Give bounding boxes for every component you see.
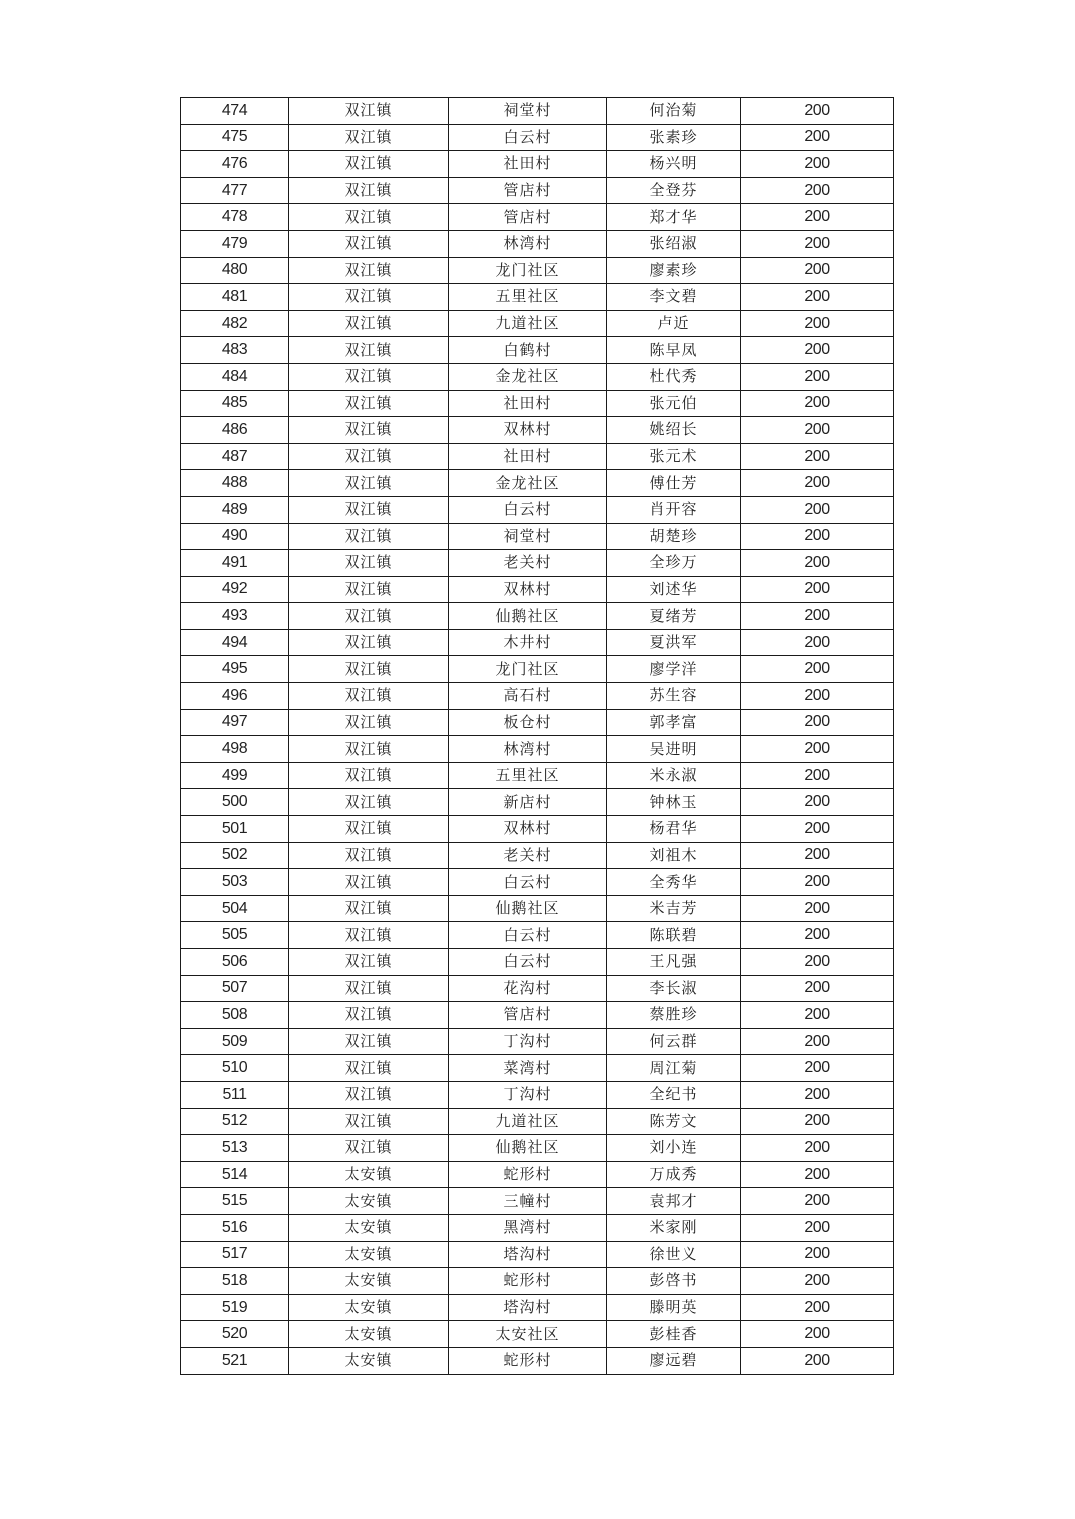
amount-cell: 200: [741, 762, 894, 789]
person-name-cell: 肖开容: [607, 496, 741, 523]
roster-table: [180, 97, 894, 1375]
person-name-cell: 张素珍: [607, 124, 741, 151]
row-number-cell: 490: [181, 523, 289, 550]
row-number-cell: 488: [181, 470, 289, 497]
row-number-cell: 499: [181, 762, 289, 789]
town-cell: 双江镇: [289, 1002, 449, 1029]
amount-cell: 200: [741, 789, 894, 816]
town-cell: 双江镇: [289, 576, 449, 603]
amount-cell: 200: [741, 1161, 894, 1188]
town-cell: 双江镇: [289, 284, 449, 311]
village-cell: 丁沟村: [449, 1081, 607, 1108]
person-name-cell: 全珍万: [607, 550, 741, 577]
person-name-cell: 廖远碧: [607, 1347, 741, 1374]
row-number-cell: 497: [181, 709, 289, 736]
table-row: [181, 284, 894, 311]
town-cell: 双江镇: [289, 1108, 449, 1135]
row-number-cell: 511: [181, 1081, 289, 1108]
amount-cell: 200: [741, 629, 894, 656]
table-row: [181, 470, 894, 497]
row-number-cell: 475: [181, 124, 289, 151]
row-number-cell: 514: [181, 1161, 289, 1188]
table-row: [181, 124, 894, 151]
village-cell: 蛇形村: [449, 1268, 607, 1295]
person-name-cell: 苏生容: [607, 683, 741, 710]
person-name-cell: 廖素珍: [607, 257, 741, 284]
person-name-cell: 杜代秀: [607, 363, 741, 390]
village-cell: 九道社区: [449, 310, 607, 337]
town-cell: 双江镇: [289, 523, 449, 550]
person-name-cell: 张元伯: [607, 390, 741, 417]
person-name-cell: 郭孝富: [607, 709, 741, 736]
row-number-cell: 487: [181, 443, 289, 470]
person-name-cell: 刘小连: [607, 1135, 741, 1162]
amount-cell: 200: [741, 1135, 894, 1162]
person-name-cell: 全登芬: [607, 177, 741, 204]
amount-cell: 200: [741, 1028, 894, 1055]
row-number-cell: 518: [181, 1268, 289, 1295]
amount-cell: 200: [741, 603, 894, 630]
village-cell: 丁沟村: [449, 1028, 607, 1055]
town-cell: 双江镇: [289, 1028, 449, 1055]
table-row: [181, 869, 894, 896]
amount-cell: 200: [741, 550, 894, 577]
person-name-cell: 张绍淑: [607, 230, 741, 257]
table-row: [181, 390, 894, 417]
town-cell: 太安镇: [289, 1321, 449, 1348]
table-row: [181, 975, 894, 1002]
village-cell: 白云村: [449, 869, 607, 896]
person-name-cell: 米家刚: [607, 1214, 741, 1241]
table-row: [181, 1214, 894, 1241]
row-number-cell: 483: [181, 337, 289, 364]
village-cell: 白云村: [449, 124, 607, 151]
table-row: [181, 1268, 894, 1295]
table-row: [181, 1188, 894, 1215]
town-cell: 双江镇: [289, 895, 449, 922]
village-cell: 双林村: [449, 417, 607, 444]
town-cell: 太安镇: [289, 1188, 449, 1215]
person-name-cell: 钟林玉: [607, 789, 741, 816]
table-row: [181, 496, 894, 523]
person-name-cell: 全纪书: [607, 1081, 741, 1108]
row-number-cell: 474: [181, 98, 289, 125]
village-cell: 龙门社区: [449, 257, 607, 284]
town-cell: 双江镇: [289, 417, 449, 444]
town-cell: 双江镇: [289, 230, 449, 257]
row-number-cell: 520: [181, 1321, 289, 1348]
village-cell: 社田村: [449, 390, 607, 417]
town-cell: 双江镇: [289, 337, 449, 364]
village-cell: 林湾村: [449, 736, 607, 763]
table-row: [181, 816, 894, 843]
amount-cell: 200: [741, 1188, 894, 1215]
person-name-cell: 姚绍长: [607, 417, 741, 444]
amount-cell: 200: [741, 151, 894, 178]
person-name-cell: 夏洪军: [607, 629, 741, 656]
person-name-cell: 杨兴明: [607, 151, 741, 178]
row-number-cell: 496: [181, 683, 289, 710]
town-cell: 双江镇: [289, 257, 449, 284]
amount-cell: 200: [741, 1081, 894, 1108]
table-row: [181, 204, 894, 231]
amount-cell: 200: [741, 496, 894, 523]
town-cell: 太安镇: [289, 1347, 449, 1374]
table-row: [181, 363, 894, 390]
town-cell: 双江镇: [289, 629, 449, 656]
town-cell: 双江镇: [289, 975, 449, 1002]
village-cell: 白云村: [449, 496, 607, 523]
village-cell: 管店村: [449, 177, 607, 204]
table-row: [181, 922, 894, 949]
row-number-cell: 507: [181, 975, 289, 1002]
town-cell: 双江镇: [289, 550, 449, 577]
town-cell: 双江镇: [289, 1055, 449, 1082]
row-number-cell: 509: [181, 1028, 289, 1055]
row-number-cell: 516: [181, 1214, 289, 1241]
table-row: [181, 895, 894, 922]
amount-cell: 200: [741, 576, 894, 603]
amount-cell: 200: [741, 443, 894, 470]
village-cell: 五里社区: [449, 762, 607, 789]
person-name-cell: 胡楚珍: [607, 523, 741, 550]
amount-cell: 200: [741, 310, 894, 337]
table-row: [181, 683, 894, 710]
table-row: [181, 151, 894, 178]
amount-cell: 200: [741, 1214, 894, 1241]
town-cell: 太安镇: [289, 1161, 449, 1188]
town-cell: 双江镇: [289, 683, 449, 710]
village-cell: 白鹤村: [449, 337, 607, 364]
table-row: [181, 1081, 894, 1108]
row-number-cell: 491: [181, 550, 289, 577]
amount-cell: 200: [741, 523, 894, 550]
row-number-cell: 508: [181, 1002, 289, 1029]
amount-cell: 200: [741, 337, 894, 364]
amount-cell: 200: [741, 1347, 894, 1374]
row-number-cell: 495: [181, 656, 289, 683]
amount-cell: 200: [741, 1241, 894, 1268]
person-name-cell: 袁邦才: [607, 1188, 741, 1215]
table-row: [181, 1028, 894, 1055]
row-number-cell: 510: [181, 1055, 289, 1082]
village-cell: 白云村: [449, 949, 607, 976]
row-number-cell: 519: [181, 1294, 289, 1321]
row-number-cell: 486: [181, 417, 289, 444]
row-number-cell: 502: [181, 842, 289, 869]
table-row: [181, 523, 894, 550]
amount-cell: 200: [741, 975, 894, 1002]
town-cell: 双江镇: [289, 177, 449, 204]
table-row: [181, 736, 894, 763]
table-row: [181, 1347, 894, 1374]
table-row: [181, 1055, 894, 1082]
amount-cell: 200: [741, 1321, 894, 1348]
roster-table-body: [181, 98, 894, 1375]
row-number-cell: 498: [181, 736, 289, 763]
person-name-cell: 吴进明: [607, 736, 741, 763]
person-name-cell: 李长淑: [607, 975, 741, 1002]
table-row: [181, 443, 894, 470]
village-cell: 蛇形村: [449, 1161, 607, 1188]
village-cell: 金龙社区: [449, 363, 607, 390]
village-cell: 九道社区: [449, 1108, 607, 1135]
amount-cell: 200: [741, 736, 894, 763]
amount-cell: 200: [741, 709, 894, 736]
village-cell: 老关村: [449, 550, 607, 577]
town-cell: 双江镇: [289, 363, 449, 390]
town-cell: 双江镇: [289, 390, 449, 417]
town-cell: 太安镇: [289, 1294, 449, 1321]
person-name-cell: 彭桂香: [607, 1321, 741, 1348]
amount-cell: 200: [741, 257, 894, 284]
table-row: [181, 98, 894, 125]
row-number-cell: 479: [181, 230, 289, 257]
row-number-cell: 503: [181, 869, 289, 896]
table-row: [181, 1294, 894, 1321]
row-number-cell: 476: [181, 151, 289, 178]
table-row: [181, 417, 894, 444]
table-row: [181, 949, 894, 976]
person-name-cell: 张元术: [607, 443, 741, 470]
village-cell: 管店村: [449, 204, 607, 231]
person-name-cell: 卢近: [607, 310, 741, 337]
person-name-cell: 夏绪芳: [607, 603, 741, 630]
amount-cell: 200: [741, 1294, 894, 1321]
row-number-cell: 492: [181, 576, 289, 603]
person-name-cell: 廖学洋: [607, 656, 741, 683]
town-cell: 双江镇: [289, 869, 449, 896]
amount-cell: 200: [741, 98, 894, 125]
row-number-cell: 505: [181, 922, 289, 949]
row-number-cell: 521: [181, 1347, 289, 1374]
row-number-cell: 500: [181, 789, 289, 816]
row-number-cell: 489: [181, 496, 289, 523]
town-cell: 双江镇: [289, 842, 449, 869]
town-cell: 双江镇: [289, 949, 449, 976]
amount-cell: 200: [741, 390, 894, 417]
town-cell: 双江镇: [289, 496, 449, 523]
person-name-cell: 陈早凤: [607, 337, 741, 364]
village-cell: 木井村: [449, 629, 607, 656]
table-row: [181, 337, 894, 364]
person-name-cell: 何治菊: [607, 98, 741, 125]
village-cell: 塔沟村: [449, 1241, 607, 1268]
person-name-cell: 彭啓书: [607, 1268, 741, 1295]
village-cell: 社田村: [449, 151, 607, 178]
village-cell: 祠堂村: [449, 98, 607, 125]
town-cell: 太安镇: [289, 1241, 449, 1268]
row-number-cell: 493: [181, 603, 289, 630]
table-row: [181, 257, 894, 284]
table-row: [181, 1135, 894, 1162]
village-cell: 五里社区: [449, 284, 607, 311]
person-name-cell: 李文碧: [607, 284, 741, 311]
row-number-cell: 494: [181, 629, 289, 656]
town-cell: 太安镇: [289, 1268, 449, 1295]
village-cell: 老关村: [449, 842, 607, 869]
row-number-cell: 482: [181, 310, 289, 337]
town-cell: 双江镇: [289, 1081, 449, 1108]
village-cell: 三幢村: [449, 1188, 607, 1215]
town-cell: 双江镇: [289, 762, 449, 789]
village-cell: 蛇形村: [449, 1347, 607, 1374]
village-cell: 塔沟村: [449, 1294, 607, 1321]
village-cell: 高石村: [449, 683, 607, 710]
row-number-cell: 484: [181, 363, 289, 390]
village-cell: 新店村: [449, 789, 607, 816]
amount-cell: 200: [741, 1108, 894, 1135]
village-cell: 林湾村: [449, 230, 607, 257]
amount-cell: 200: [741, 816, 894, 843]
town-cell: 双江镇: [289, 443, 449, 470]
table-row: [181, 576, 894, 603]
table-row: [181, 709, 894, 736]
village-cell: 金龙社区: [449, 470, 607, 497]
village-cell: 管店村: [449, 1002, 607, 1029]
table-row: [181, 603, 894, 630]
village-cell: 龙门社区: [449, 656, 607, 683]
town-cell: 双江镇: [289, 789, 449, 816]
amount-cell: 200: [741, 842, 894, 869]
amount-cell: 200: [741, 683, 894, 710]
town-cell: 双江镇: [289, 656, 449, 683]
village-cell: 祠堂村: [449, 523, 607, 550]
town-cell: 双江镇: [289, 736, 449, 763]
table-row: [181, 1108, 894, 1135]
village-cell: 白云村: [449, 922, 607, 949]
table-row: [181, 762, 894, 789]
village-cell: 花沟村: [449, 975, 607, 1002]
person-name-cell: 刘述华: [607, 576, 741, 603]
person-name-cell: 徐世义: [607, 1241, 741, 1268]
town-cell: 双江镇: [289, 98, 449, 125]
person-name-cell: 米永淑: [607, 762, 741, 789]
village-cell: 黑湾村: [449, 1214, 607, 1241]
amount-cell: 200: [741, 895, 894, 922]
row-number-cell: 506: [181, 949, 289, 976]
town-cell: 双江镇: [289, 310, 449, 337]
amount-cell: 200: [741, 869, 894, 896]
table-row: [181, 310, 894, 337]
amount-cell: 200: [741, 417, 894, 444]
person-name-cell: 刘祖木: [607, 842, 741, 869]
person-name-cell: 陈联碧: [607, 922, 741, 949]
amount-cell: 200: [741, 177, 894, 204]
person-name-cell: 郑才华: [607, 204, 741, 231]
amount-cell: 200: [741, 1055, 894, 1082]
village-cell: 仙鹅社区: [449, 603, 607, 630]
person-name-cell: 何云群: [607, 1028, 741, 1055]
person-name-cell: 陈芳文: [607, 1108, 741, 1135]
town-cell: 双江镇: [289, 151, 449, 178]
town-cell: 双江镇: [289, 922, 449, 949]
amount-cell: 200: [741, 656, 894, 683]
town-cell: 太安镇: [289, 1214, 449, 1241]
row-number-cell: 517: [181, 1241, 289, 1268]
town-cell: 双江镇: [289, 709, 449, 736]
table-row: [181, 629, 894, 656]
row-number-cell: 501: [181, 816, 289, 843]
table-row: [181, 177, 894, 204]
town-cell: 双江镇: [289, 470, 449, 497]
village-cell: 双林村: [449, 816, 607, 843]
table-row: [181, 1161, 894, 1188]
row-number-cell: 480: [181, 257, 289, 284]
person-name-cell: 全秀华: [607, 869, 741, 896]
town-cell: 双江镇: [289, 204, 449, 231]
table-row: [181, 1321, 894, 1348]
row-number-cell: 478: [181, 204, 289, 231]
row-number-cell: 504: [181, 895, 289, 922]
table-row: [181, 842, 894, 869]
table-row: [181, 230, 894, 257]
amount-cell: 200: [741, 363, 894, 390]
town-cell: 双江镇: [289, 124, 449, 151]
table-row: [181, 789, 894, 816]
town-cell: 双江镇: [289, 603, 449, 630]
table-row: [181, 1241, 894, 1268]
row-number-cell: 515: [181, 1188, 289, 1215]
person-name-cell: 傅仕芳: [607, 470, 741, 497]
village-cell: 仙鹅社区: [449, 1135, 607, 1162]
person-name-cell: 王凡强: [607, 949, 741, 976]
roster-table-container: [180, 97, 893, 1375]
amount-cell: 200: [741, 1002, 894, 1029]
amount-cell: 200: [741, 1268, 894, 1295]
amount-cell: 200: [741, 124, 894, 151]
amount-cell: 200: [741, 470, 894, 497]
town-cell: 双江镇: [289, 816, 449, 843]
town-cell: 双江镇: [289, 1135, 449, 1162]
person-name-cell: 周江菊: [607, 1055, 741, 1082]
person-name-cell: 蔡胜珍: [607, 1002, 741, 1029]
row-number-cell: 512: [181, 1108, 289, 1135]
person-name-cell: 万成秀: [607, 1161, 741, 1188]
person-name-cell: 滕明英: [607, 1294, 741, 1321]
table-row: [181, 550, 894, 577]
person-name-cell: 杨君华: [607, 816, 741, 843]
amount-cell: 200: [741, 204, 894, 231]
table-row: [181, 656, 894, 683]
amount-cell: 200: [741, 230, 894, 257]
amount-cell: 200: [741, 284, 894, 311]
amount-cell: 200: [741, 949, 894, 976]
village-cell: 菜湾村: [449, 1055, 607, 1082]
village-cell: 太安社区: [449, 1321, 607, 1348]
table-row: [181, 1002, 894, 1029]
village-cell: 板仓村: [449, 709, 607, 736]
amount-cell: 200: [741, 922, 894, 949]
row-number-cell: 513: [181, 1135, 289, 1162]
village-cell: 仙鹅社区: [449, 895, 607, 922]
row-number-cell: 481: [181, 284, 289, 311]
village-cell: 社田村: [449, 443, 607, 470]
row-number-cell: 485: [181, 390, 289, 417]
person-name-cell: 米吉芳: [607, 895, 741, 922]
village-cell: 双林村: [449, 576, 607, 603]
row-number-cell: 477: [181, 177, 289, 204]
